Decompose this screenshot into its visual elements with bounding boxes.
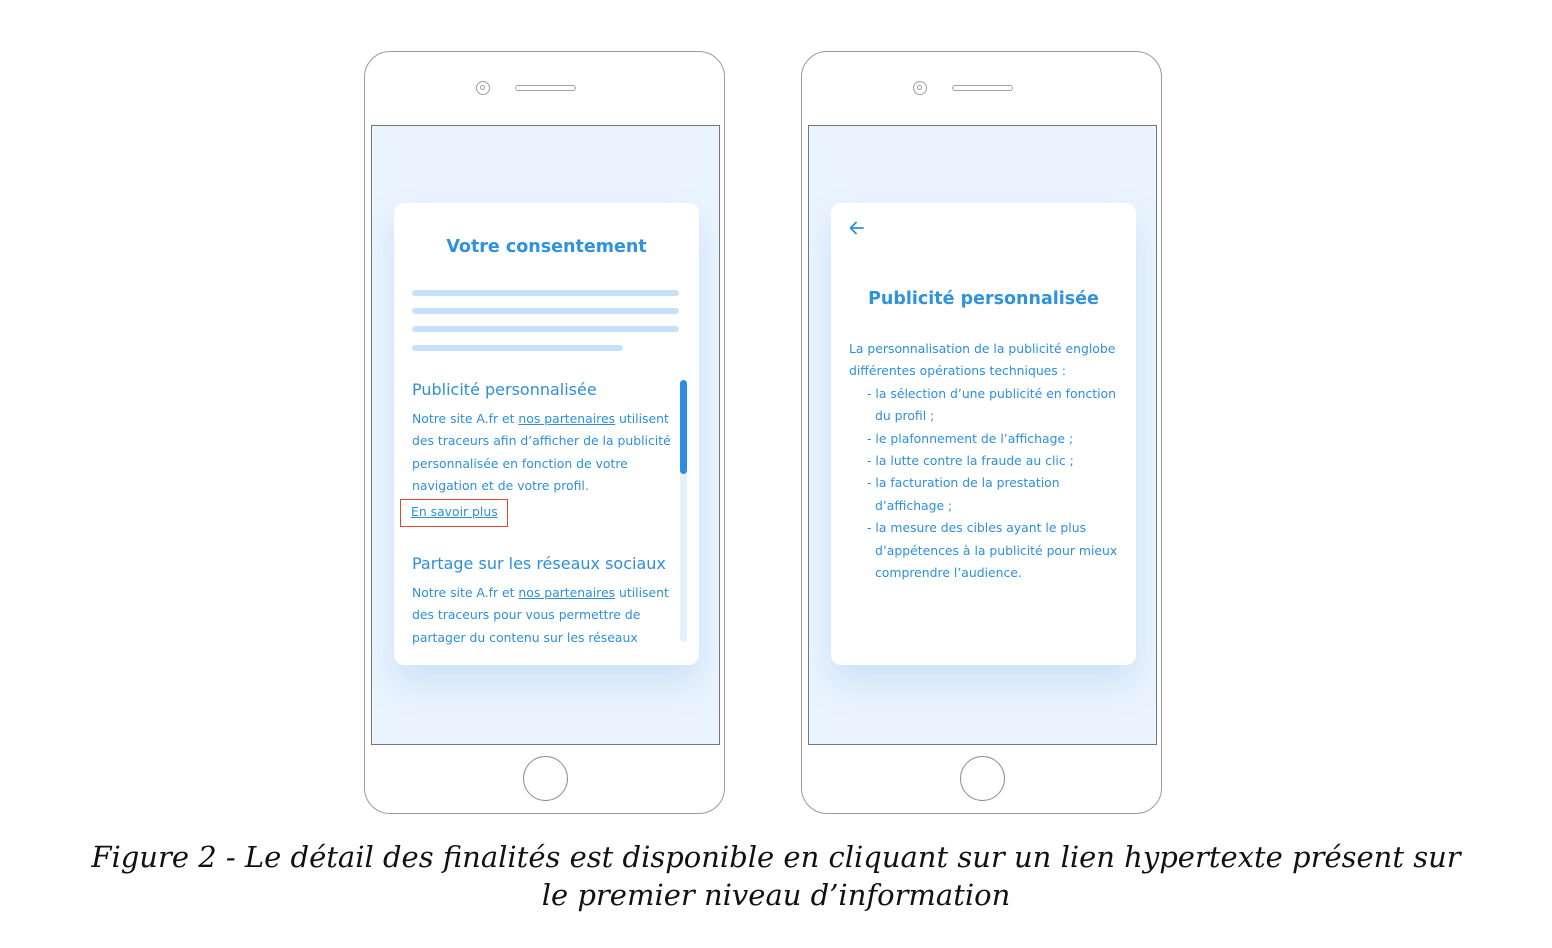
list-item: - la mesure des cibles ayant le plus d’appétences à la publicité pour mieux comprendre l’audience. xyxy=(867,520,1118,581)
caption-line: le premier niveau d’information xyxy=(541,878,1011,912)
purpose-detail-list xyxy=(849,383,1121,585)
scrollbar[interactable] xyxy=(680,380,687,642)
caption-line: Figure 2 - Le détail des finalités est disponible en cliquant sur un lien hypertexte présent sur xyxy=(91,840,1461,874)
text-placeholder-line xyxy=(412,308,679,314)
front-camera-icon xyxy=(913,81,927,95)
speaker-grille xyxy=(515,85,576,91)
partners-link[interactable]: nos partenaires xyxy=(518,411,616,426)
scrollbar-thumb[interactable] xyxy=(680,380,687,474)
speaker-grille xyxy=(952,85,1013,91)
section-heading: Publicité personnalisée xyxy=(412,380,597,399)
home-button xyxy=(523,756,568,801)
figure-caption xyxy=(0,838,1552,914)
purpose-detail-text xyxy=(849,338,1121,584)
purpose-detail-title: Publicité personnalisée xyxy=(868,289,1099,309)
arrow-left-icon[interactable] xyxy=(847,218,867,238)
consent-title: Votre consentement xyxy=(446,237,647,257)
phone-screen-right xyxy=(808,125,1157,745)
consent-card xyxy=(394,203,699,665)
text-placeholder-line xyxy=(412,345,623,351)
purpose-detail-intro: La personnalisation de la publicité englobe différentes opérations techniques : xyxy=(849,341,1116,379)
purpose-section-personalized-ads xyxy=(412,380,674,498)
section-description: Notre site A.fr et nos partenaires utilisent des traceurs pour vous permettre de partager du contenu sur les réseaux xyxy=(412,585,669,645)
text-placeholder-line xyxy=(412,326,679,332)
list-item: - le plafonnement de l’affichage ; xyxy=(867,430,1074,446)
section-heading: Partage sur les réseaux sociaux xyxy=(412,554,666,573)
text-placeholder-line xyxy=(412,290,679,296)
list-item: - la facturation de la prestation d’affichage ; xyxy=(867,475,1060,513)
front-camera-icon xyxy=(476,81,490,95)
phone-mockup-right xyxy=(801,51,1162,814)
purpose-detail-card xyxy=(831,203,1136,665)
phone-screen-left xyxy=(371,125,720,745)
home-button xyxy=(960,756,1005,801)
purpose-section-social-sharing xyxy=(412,554,674,649)
phone-mockup-left xyxy=(364,51,725,814)
list-item: - la lutte contre la fraude au clic ; xyxy=(867,453,1074,469)
list-item: - la sélection d’une publicité en fonction du profil ; xyxy=(867,385,1116,424)
partners-link[interactable]: nos partenaires xyxy=(518,585,616,600)
learn-more-link[interactable]: En savoir plus xyxy=(400,499,508,527)
section-description: Notre site A.fr et nos partenaires utilisent des traceurs afin d’afficher de la publicité personnalisée en fonction de votre navigation et de votre profil. xyxy=(412,411,671,494)
